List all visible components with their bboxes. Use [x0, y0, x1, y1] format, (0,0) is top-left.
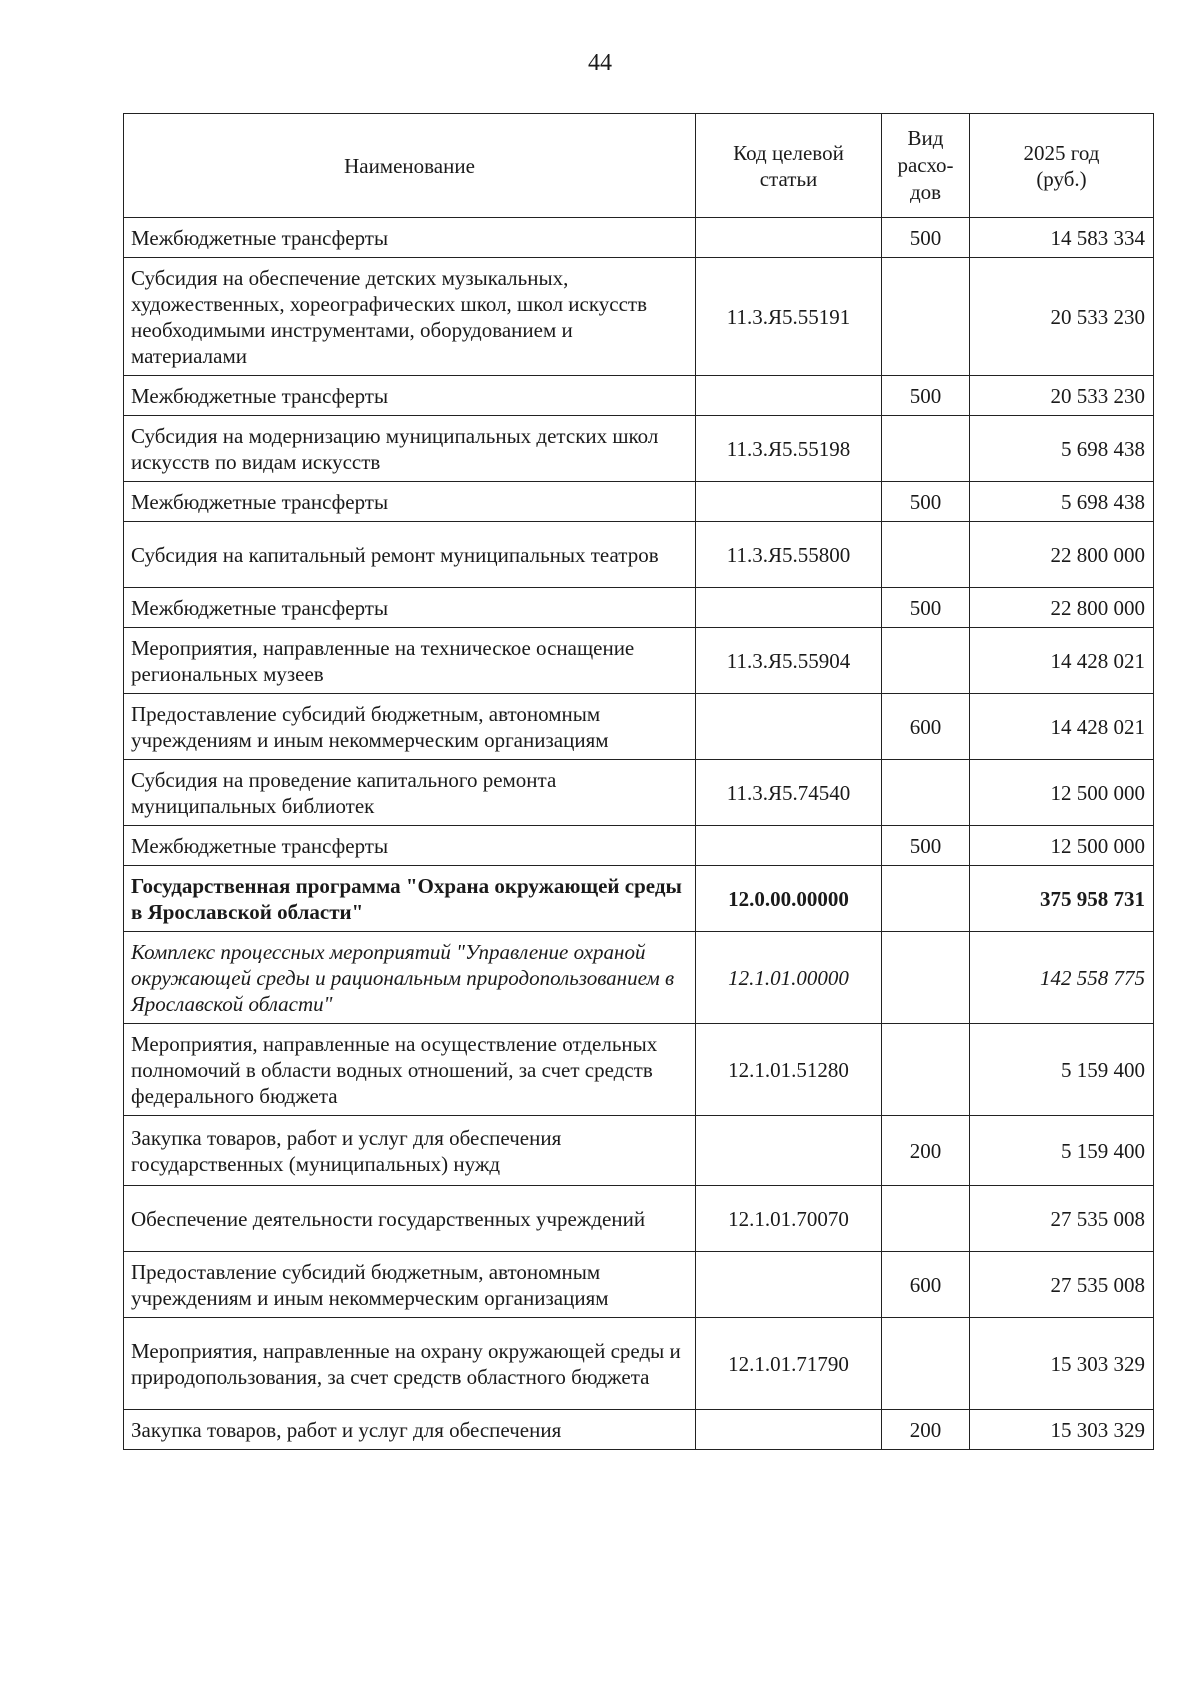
cell-kind	[882, 932, 970, 1024]
table-row	[124, 932, 1154, 1024]
cell-kind: 600	[882, 1252, 970, 1318]
table-row	[124, 1186, 1154, 1252]
cell-name: Мероприятия, направленные на осуществление отдельных полномочий в области водных отношений, за счет средств федерального бюджета	[124, 1024, 696, 1116]
header-code	[696, 114, 882, 218]
table-row	[124, 826, 1154, 866]
cell-code: 11.3.Я5.55198	[696, 416, 882, 482]
cell-kind	[882, 1186, 970, 1252]
cell-code: 12.1.01.70070	[696, 1186, 882, 1252]
cell-amount: 5 159 400	[970, 1024, 1154, 1116]
header-name	[124, 114, 696, 218]
table-row	[124, 760, 1154, 826]
cell-code	[696, 218, 882, 258]
cell-name: Мероприятия, направленные на охрану окружающей среды и природопользования, за счет средств областного бюджета	[124, 1318, 696, 1410]
cell-code	[696, 1410, 882, 1450]
cell-name: Субсидия на проведение капитального ремонта муниципальных библиотек	[124, 760, 696, 826]
header-amount-line2: (руб.)	[1036, 166, 1087, 191]
cell-name: Предоставление субсидий бюджетным, автономным учреждениям и иным некоммерческим организациям	[124, 1252, 696, 1318]
table-row	[124, 1252, 1154, 1318]
cell-amount: 20 533 230	[970, 258, 1154, 376]
table-row	[124, 416, 1154, 482]
budget-table	[123, 113, 1154, 1450]
table-row	[124, 218, 1154, 258]
cell-name: Межбюджетные трансферты	[124, 482, 696, 522]
table-row	[124, 482, 1154, 522]
cell-name: Межбюджетные трансферты	[124, 218, 696, 258]
table-row	[124, 1116, 1154, 1186]
cell-code: 11.3.Я5.55904	[696, 628, 882, 694]
cell-amount: 12 500 000	[970, 760, 1154, 826]
table-header	[124, 114, 1154, 218]
cell-code: 12.1.01.71790	[696, 1318, 882, 1410]
cell-amount: 15 303 329	[970, 1318, 1154, 1410]
cell-kind	[882, 866, 970, 932]
table-row	[124, 522, 1154, 588]
cell-kind: 500	[882, 376, 970, 416]
cell-amount: 5 698 438	[970, 416, 1154, 482]
cell-code	[696, 826, 882, 866]
cell-name: Субсидия на модернизацию муниципальных детских школ искусств по видам искусств	[124, 416, 696, 482]
cell-kind	[882, 1024, 970, 1116]
cell-code	[696, 376, 882, 416]
table-row	[124, 1318, 1154, 1410]
cell-kind	[882, 760, 970, 826]
cell-kind: 500	[882, 218, 970, 258]
cell-name: Предоставление субсидий бюджетным, автономным учреждениям и иным некоммерческим организациям	[124, 694, 696, 760]
cell-kind: 500	[882, 482, 970, 522]
cell-amount: 22 800 000	[970, 522, 1154, 588]
header-name-label: Наименование	[344, 153, 475, 178]
page-number: 44	[588, 50, 612, 76]
cell-code: 12.1.01.51280	[696, 1024, 882, 1116]
cell-code: 11.3.Я5.55191	[696, 258, 882, 376]
cell-kind	[882, 628, 970, 694]
cell-code: 11.3.Я5.55800	[696, 522, 882, 588]
header-code-line1: Код целевой	[733, 140, 844, 165]
cell-kind	[882, 522, 970, 588]
table-row	[124, 258, 1154, 376]
cell-kind: 200	[882, 1410, 970, 1450]
table-row	[124, 376, 1154, 416]
table-row	[124, 588, 1154, 628]
cell-amount: 14 428 021	[970, 694, 1154, 760]
cell-code	[696, 482, 882, 522]
cell-name: Закупка товаров, работ и услуг для обеспечения государственных (муниципальных) нужд	[124, 1116, 696, 1186]
cell-code: 11.3.Я5.74540	[696, 760, 882, 826]
cell-amount: 14 428 021	[970, 628, 1154, 694]
header-kind-line2: расхо-	[897, 153, 954, 177]
cell-kind: 500	[882, 826, 970, 866]
cell-amount: 5 159 400	[970, 1116, 1154, 1186]
cell-kind	[882, 416, 970, 482]
header-row	[124, 114, 1154, 218]
cell-code	[696, 694, 882, 760]
header-kind-line3: дов	[909, 180, 942, 204]
cell-name: Межбюджетные трансферты	[124, 826, 696, 866]
cell-name: Закупка товаров, работ и услуг для обеспечения	[124, 1410, 696, 1450]
header-amount	[970, 114, 1154, 218]
cell-amount: 27 535 008	[970, 1252, 1154, 1318]
header-code-line2: статьи	[759, 166, 818, 191]
cell-amount: 5 698 438	[970, 482, 1154, 522]
cell-amount: 22 800 000	[970, 588, 1154, 628]
cell-code: 12.1.01.00000	[696, 932, 882, 1024]
table-row	[124, 866, 1154, 932]
cell-kind: 200	[882, 1116, 970, 1186]
cell-amount: 15 303 329	[970, 1410, 1154, 1450]
cell-code	[696, 588, 882, 628]
cell-kind: 500	[882, 588, 970, 628]
table-body	[124, 218, 1154, 1450]
cell-code	[696, 1116, 882, 1186]
cell-kind	[882, 1318, 970, 1410]
cell-amount: 27 535 008	[970, 1186, 1154, 1252]
header-kind-line1: Вид	[907, 126, 944, 150]
cell-name: Комплекс процессных мероприятий "Управление охраной окружающей среды и рациональным природопользованием в Ярославской области"	[124, 932, 696, 1024]
table-row	[124, 628, 1154, 694]
cell-name: Межбюджетные трансферты	[124, 588, 696, 628]
cell-amount: 14 583 334	[970, 218, 1154, 258]
table-row	[124, 694, 1154, 760]
cell-amount: 12 500 000	[970, 826, 1154, 866]
cell-name: Межбюджетные трансферты	[124, 376, 696, 416]
cell-name: Субсидия на капитальный ремонт муниципальных театров	[124, 522, 696, 588]
header-kind	[882, 114, 970, 218]
cell-name: Субсидия на обеспечение детских музыкальных, художественных, хореографических школ, школ искусств необходимыми инструментами, оборудованием и материалами	[124, 258, 696, 376]
cell-code: 12.0.00.00000	[696, 866, 882, 932]
table-row	[124, 1410, 1154, 1450]
cell-kind	[882, 258, 970, 376]
cell-amount: 142 558 775	[970, 932, 1154, 1024]
header-amount-line1: 2025 год	[1023, 140, 1100, 165]
cell-name: Государственная программа "Охрана окружающей среды в Ярославской области"	[124, 866, 696, 932]
cell-code	[696, 1252, 882, 1318]
cell-kind: 600	[882, 694, 970, 760]
cell-amount: 20 533 230	[970, 376, 1154, 416]
cell-amount: 375 958 731	[970, 866, 1154, 932]
cell-name: Мероприятия, направленные на техническое оснащение региональных музеев	[124, 628, 696, 694]
cell-name: Обеспечение деятельности государственных учреждений	[124, 1186, 696, 1252]
table-row	[124, 1024, 1154, 1116]
